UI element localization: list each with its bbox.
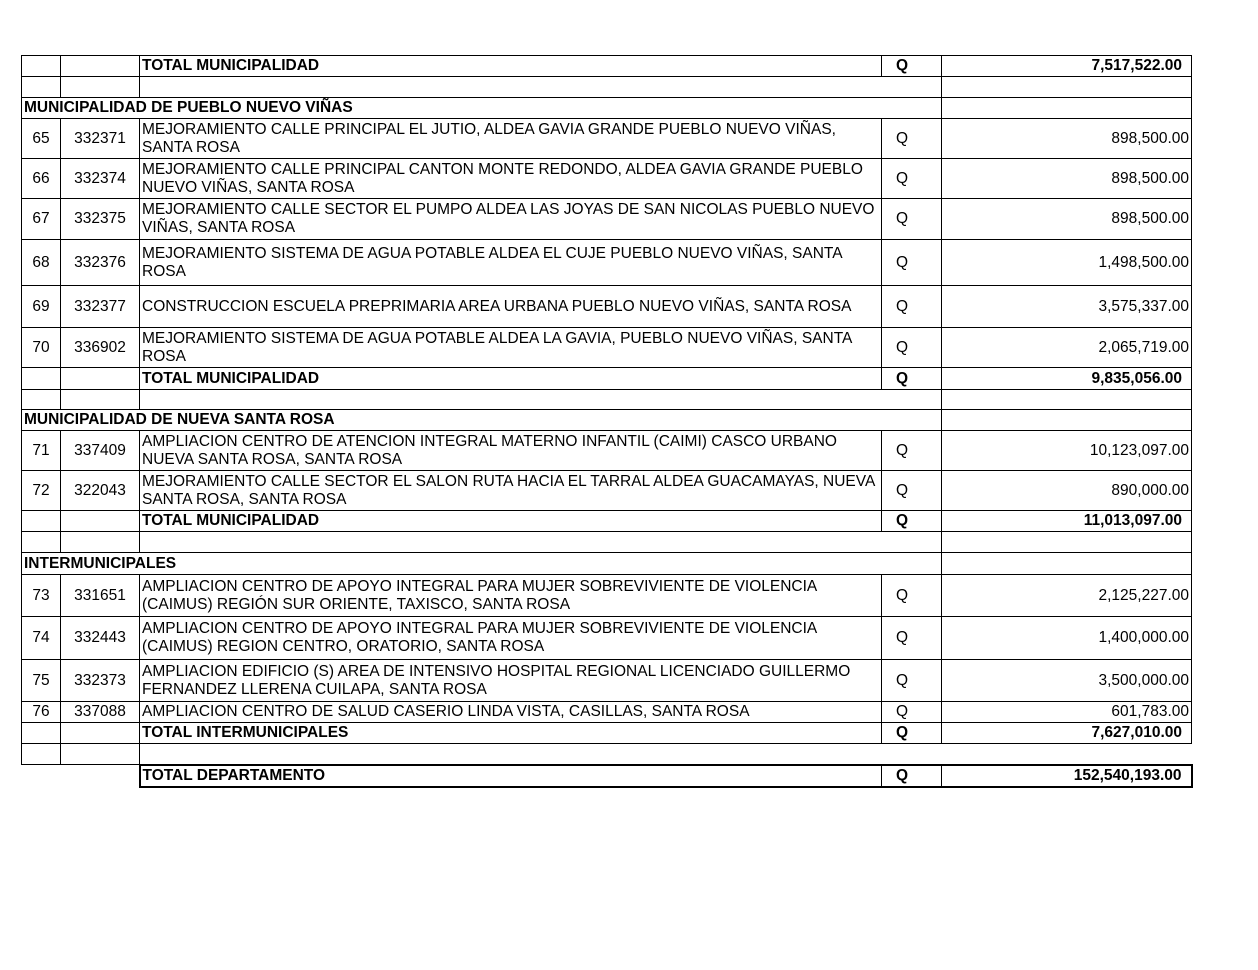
project-amount: 898,500.00 <box>942 119 1192 159</box>
project-code: 337088 <box>61 702 140 723</box>
project-description: MEJORAMIENTO CALLE SECTOR EL SALON RUTA HACIA EL TARRAL ALDEA GUACAMAYAS, NUEVA SANTA ROSA, SANTA ROSA <box>140 471 882 511</box>
total-label: TOTAL MUNICIPALIDAD <box>140 56 882 77</box>
total-amount: 9,835,056.00 <box>942 368 1192 390</box>
project-code: 332371 <box>61 119 140 159</box>
section-title: INTERMUNICIPALES <box>22 553 942 575</box>
project-code: 336902 <box>61 328 140 368</box>
project-amount: 1,400,000.00 <box>942 617 1192 660</box>
grand-total-row <box>22 765 1192 787</box>
currency-label: Q <box>882 723 942 744</box>
table-row <box>22 159 1192 199</box>
currency-label: Q <box>882 159 942 199</box>
row-number: 76 <box>22 702 61 723</box>
total-row <box>22 723 1192 744</box>
row-number: 75 <box>22 660 61 702</box>
project-description: AMPLIACION EDIFICIO (S) AREA DE INTENSIVO HOSPITAL REGIONAL LICENCIADO GUILLERMO FERNANDEZ LLERENA CUILAPA, SANTA ROSA <box>140 660 882 702</box>
table-row <box>22 660 1192 702</box>
row-number: 70 <box>22 328 61 368</box>
project-description: MEJORAMIENTO CALLE PRINCIPAL CANTON MONTE REDONDO, ALDEA GAVIA GRANDE PUEBLO NUEVO VIÑAS, SANTA ROSA <box>140 159 882 199</box>
currency-label: Q <box>882 286 942 328</box>
total-amount: 7,627,010.00 <box>942 723 1192 744</box>
blank-row <box>22 390 1192 410</box>
project-amount: 898,500.00 <box>942 159 1192 199</box>
project-amount: 601,783.00 <box>942 702 1192 723</box>
project-amount: 10,123,097.00 <box>942 431 1192 471</box>
row-number: 73 <box>22 575 61 617</box>
currency-label: Q <box>882 575 942 617</box>
row-number: 72 <box>22 471 61 511</box>
total-row <box>22 368 1192 390</box>
table-row <box>22 575 1192 617</box>
project-amount: 3,500,000.00 <box>942 660 1192 702</box>
currency-label: Q <box>882 328 942 368</box>
project-description: MEJORAMIENTO SISTEMA DE AGUA POTABLE ALDEA LA GAVIA, PUEBLO NUEVO VIÑAS, SANTA ROSA <box>140 328 882 368</box>
section-title: MUNICIPALIDAD DE NUEVA SANTA ROSA <box>22 410 942 431</box>
section-header <box>22 553 1192 575</box>
row-number: 67 <box>22 199 61 240</box>
project-code: 332443 <box>61 617 140 660</box>
project-code: 332374 <box>61 159 140 199</box>
currency-label: Q <box>882 765 942 787</box>
row-number: 68 <box>22 240 61 286</box>
blank-row <box>22 532 1192 553</box>
table-row <box>22 286 1192 328</box>
currency-label: Q <box>882 617 942 660</box>
row-number: 65 <box>22 119 61 159</box>
row-number: 71 <box>22 431 61 471</box>
project-code: 332375 <box>61 199 140 240</box>
total-amount: 11,013,097.00 <box>942 511 1192 532</box>
currency-label: Q <box>882 56 942 77</box>
project-code: 332377 <box>61 286 140 328</box>
section-header <box>22 98 1192 119</box>
currency-label: Q <box>882 702 942 723</box>
table-row <box>22 240 1192 286</box>
total-row <box>22 511 1192 532</box>
project-amount: 1,498,500.00 <box>942 240 1192 286</box>
project-code: 337409 <box>61 431 140 471</box>
project-amount: 890,000.00 <box>942 471 1192 511</box>
total-row <box>22 56 1192 77</box>
row-number: 66 <box>22 159 61 199</box>
currency-label: Q <box>882 511 942 532</box>
table-row <box>22 328 1192 368</box>
section-header <box>22 410 1192 431</box>
project-code: 322043 <box>61 471 140 511</box>
table-row <box>22 617 1192 660</box>
row-number: 69 <box>22 286 61 328</box>
section-title: MUNICIPALIDAD DE PUEBLO NUEVO VIÑAS <box>22 98 942 119</box>
project-description: AMPLIACION CENTRO DE ATENCION INTEGRAL MATERNO INFANTIL (CAIMI) CASCO URBANO NUEVA SANTA ROSA, SANTA ROSA <box>140 431 882 471</box>
currency-label: Q <box>882 119 942 159</box>
project-code: 332373 <box>61 660 140 702</box>
currency-label: Q <box>882 368 942 390</box>
project-description: CONSTRUCCION ESCUELA PREPRIMARIA AREA URBANA PUEBLO NUEVO VIÑAS, SANTA ROSA <box>140 286 882 328</box>
total-label: TOTAL MUNICIPALIDAD <box>140 511 882 532</box>
project-amount: 3,575,337.00 <box>942 286 1192 328</box>
table-row <box>22 702 1192 723</box>
table-row <box>22 431 1192 471</box>
project-amount: 2,125,227.00 <box>942 575 1192 617</box>
currency-label: Q <box>882 471 942 511</box>
project-code: 331651 <box>61 575 140 617</box>
project-description: AMPLIACION CENTRO DE SALUD CASERIO LINDA VISTA, CASILLAS, SANTA ROSA <box>140 702 882 723</box>
currency-label: Q <box>882 199 942 240</box>
project-description: AMPLIACION CENTRO DE APOYO INTEGRAL PARA MUJER SOBREVIVIENTE DE VIOLENCIA (CAIMUS) REGION CENTRO, ORATORIO, SANTA ROSA <box>140 617 882 660</box>
total-label: TOTAL MUNICIPALIDAD <box>140 368 882 390</box>
currency-label: Q <box>882 431 942 471</box>
grand-total-label: TOTAL DEPARTAMENTO <box>140 765 882 787</box>
currency-label: Q <box>882 240 942 286</box>
project-description: MEJORAMIENTO SISTEMA DE AGUA POTABLE ALDEA EL CUJE PUEBLO NUEVO VIÑAS, SANTA ROSA <box>140 240 882 286</box>
table-row <box>22 199 1192 240</box>
blank-row <box>22 77 1192 98</box>
row-number: 74 <box>22 617 61 660</box>
blank-row <box>22 744 1192 765</box>
total-label: TOTAL INTERMUNICIPALES <box>140 723 882 744</box>
grand-total-amount: 152,540,193.00 <box>942 765 1192 787</box>
project-description: AMPLIACION CENTRO DE APOYO INTEGRAL PARA MUJER SOBREVIVIENTE DE VIOLENCIA (CAIMUS) REGIÓN SUR ORIENTE, TAXISCO, SANTA ROSA <box>140 575 882 617</box>
budget-table <box>21 55 1193 788</box>
project-description: MEJORAMIENTO CALLE PRINCIPAL EL JUTIO, ALDEA GAVIA GRANDE PUEBLO NUEVO VIÑAS, SANTA ROSA <box>140 119 882 159</box>
table-row <box>22 471 1192 511</box>
table-row <box>22 119 1192 159</box>
project-amount: 2,065,719.00 <box>942 328 1192 368</box>
currency-label: Q <box>882 660 942 702</box>
total-amount: 7,517,522.00 <box>942 56 1192 77</box>
project-description: MEJORAMIENTO CALLE SECTOR EL PUMPO ALDEA LAS JOYAS DE SAN NICOLAS PUEBLO NUEVO VIÑAS, SANTA ROSA <box>140 199 882 240</box>
project-code: 332376 <box>61 240 140 286</box>
project-amount: 898,500.00 <box>942 199 1192 240</box>
